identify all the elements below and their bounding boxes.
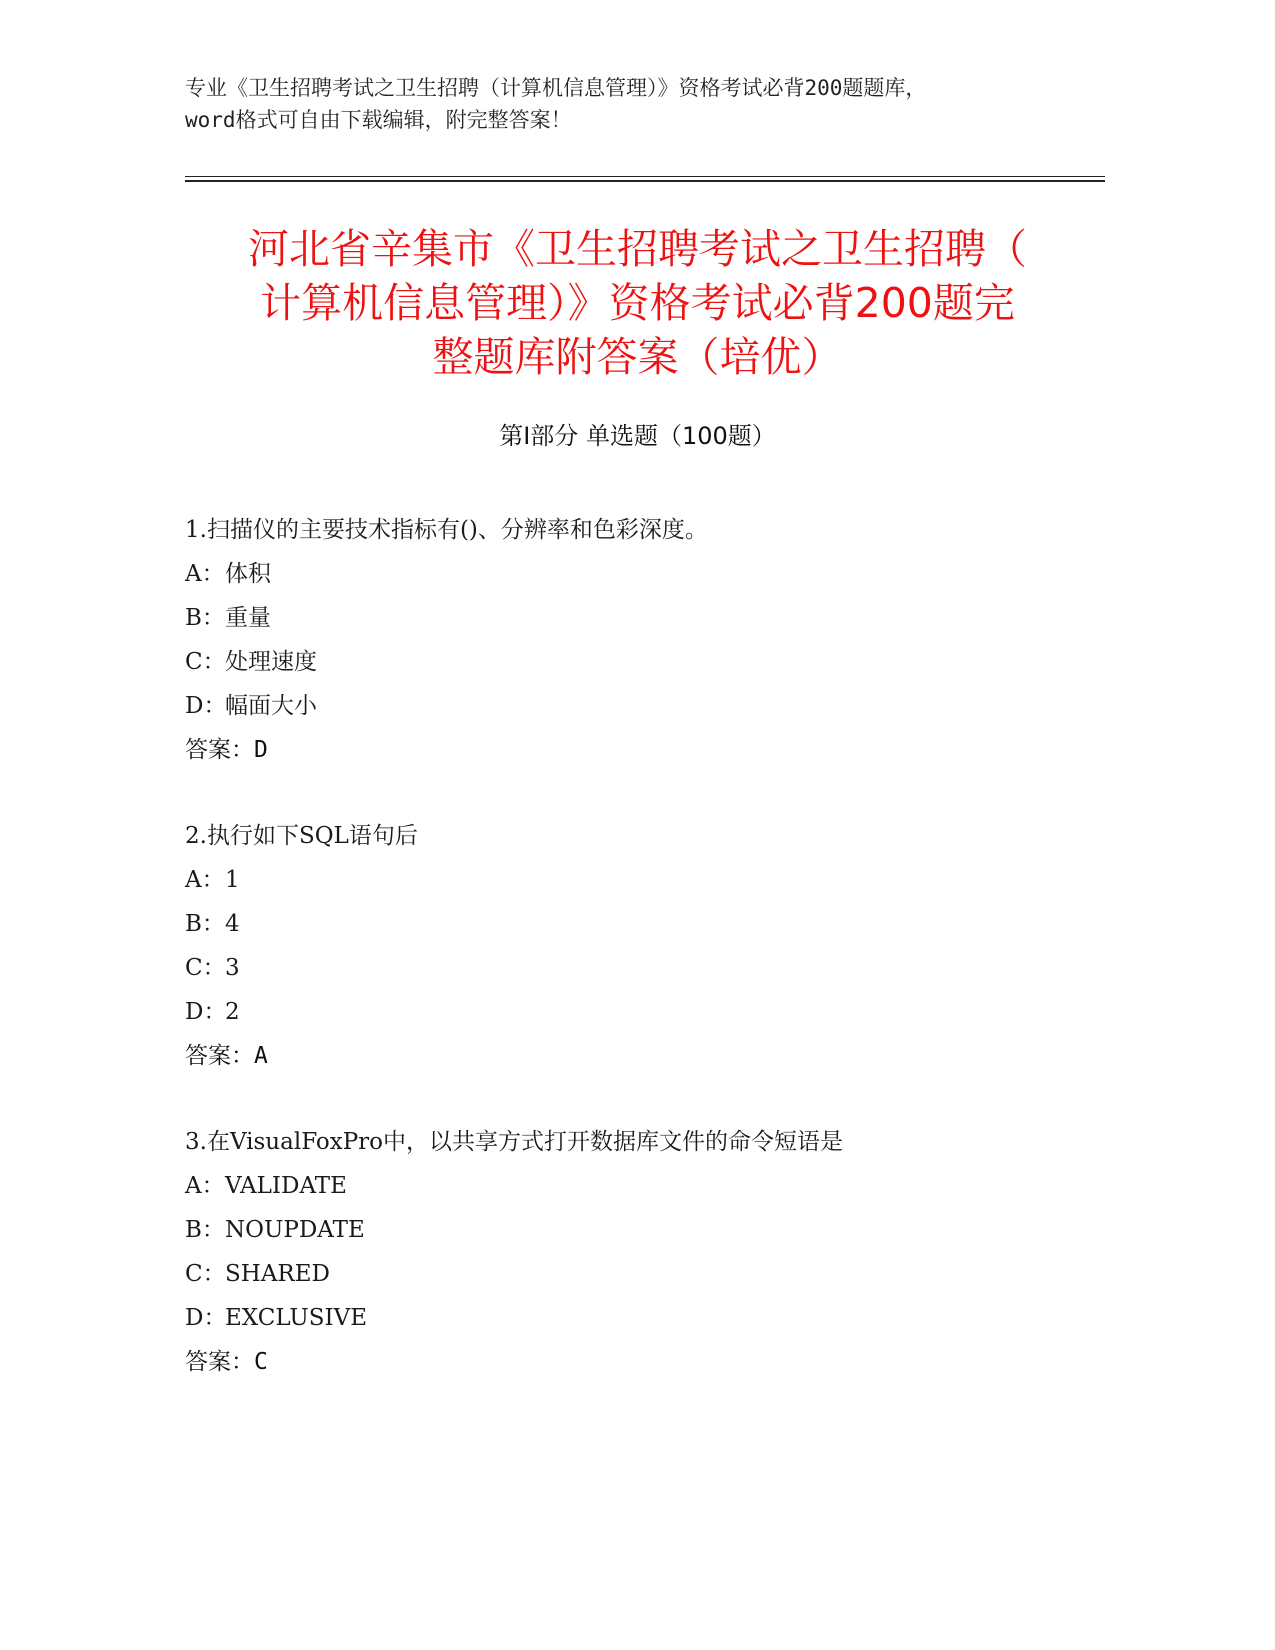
option-text: 1 (225, 867, 240, 893)
option-letter: D： (185, 1305, 227, 1331)
question-item (185, 814, 1085, 1078)
option-d (185, 990, 1085, 1034)
option-b (185, 1208, 1085, 1252)
question-text: 2.执行如下SQL语句后 (185, 823, 418, 849)
option-a (185, 858, 1085, 902)
option-b (185, 596, 1085, 640)
header-note-line-1: 专业《卫生招聘考试之卫生招聘（计算机信息管理）》资格考试必背200题题库， (185, 76, 927, 100)
header-note (185, 72, 1105, 136)
option-text: 处理速度 (225, 649, 317, 675)
option-text: EXCLUSIVE (225, 1305, 367, 1331)
question-list (185, 508, 1085, 1384)
option-c (185, 640, 1085, 684)
section-heading: 第Ⅰ部分 单选题（100题） (499, 422, 776, 450)
header-divider-thick (185, 180, 1105, 182)
answer-line (185, 1340, 1085, 1384)
option-d (185, 1296, 1085, 1340)
question-text: 1.扫描仪的主要技术指标有()、分辨率和色彩深度。 (185, 517, 708, 543)
header-note-line-2: word格式可自由下载编辑，附完整答案！ (185, 108, 572, 132)
option-letter: B： (185, 911, 225, 937)
option-c (185, 946, 1085, 990)
option-letter: C： (185, 649, 226, 675)
answer-line (185, 1034, 1085, 1078)
option-letter: D： (185, 693, 227, 719)
option-a (185, 552, 1085, 596)
answer-label: 答案： (185, 1349, 254, 1375)
option-text: 重量 (225, 605, 271, 631)
document-title (160, 222, 1115, 384)
option-text: VALIDATE (225, 1173, 347, 1199)
title-line-3: 整题库附答案（培优） (432, 333, 843, 381)
answer-value: C (254, 1349, 268, 1375)
option-text: 幅面大小 (225, 693, 317, 719)
answer-line (185, 728, 1085, 772)
option-letter: D： (185, 999, 227, 1025)
option-letter: A： (185, 1173, 225, 1199)
option-letter: C： (185, 1261, 226, 1287)
answer-label: 答案： (185, 1043, 254, 1069)
option-letter: A： (185, 561, 225, 587)
question-item (185, 508, 1085, 772)
question-text: 3.在VisualFoxPro中，以共享方式打开数据库文件的命令短语是 (185, 1129, 844, 1155)
option-text: 4 (225, 911, 240, 937)
option-text: 3 (225, 955, 240, 981)
option-text: SHARED (225, 1261, 330, 1287)
option-b (185, 902, 1085, 946)
option-letter: B： (185, 605, 225, 631)
header-divider-thin (185, 176, 1105, 177)
answer-value: A (254, 1043, 268, 1069)
option-c (185, 1252, 1085, 1296)
option-letter: A： (185, 867, 225, 893)
title-line-1: 河北省辛集市《卫生招聘考试之卫生招聘（ (248, 225, 1027, 273)
option-text: NOUPDATE (225, 1217, 365, 1243)
option-text: 2 (225, 999, 240, 1025)
title-line-2: 计算机信息管理）》资格考试必背200题完 (260, 279, 1015, 327)
option-text: 体积 (225, 561, 271, 587)
option-letter: C： (185, 955, 226, 981)
option-letter: B： (185, 1217, 225, 1243)
option-a (185, 1164, 1085, 1208)
answer-value: D (254, 737, 268, 763)
question-item (185, 1120, 1085, 1384)
option-d (185, 684, 1085, 728)
answer-label: 答案： (185, 737, 254, 763)
